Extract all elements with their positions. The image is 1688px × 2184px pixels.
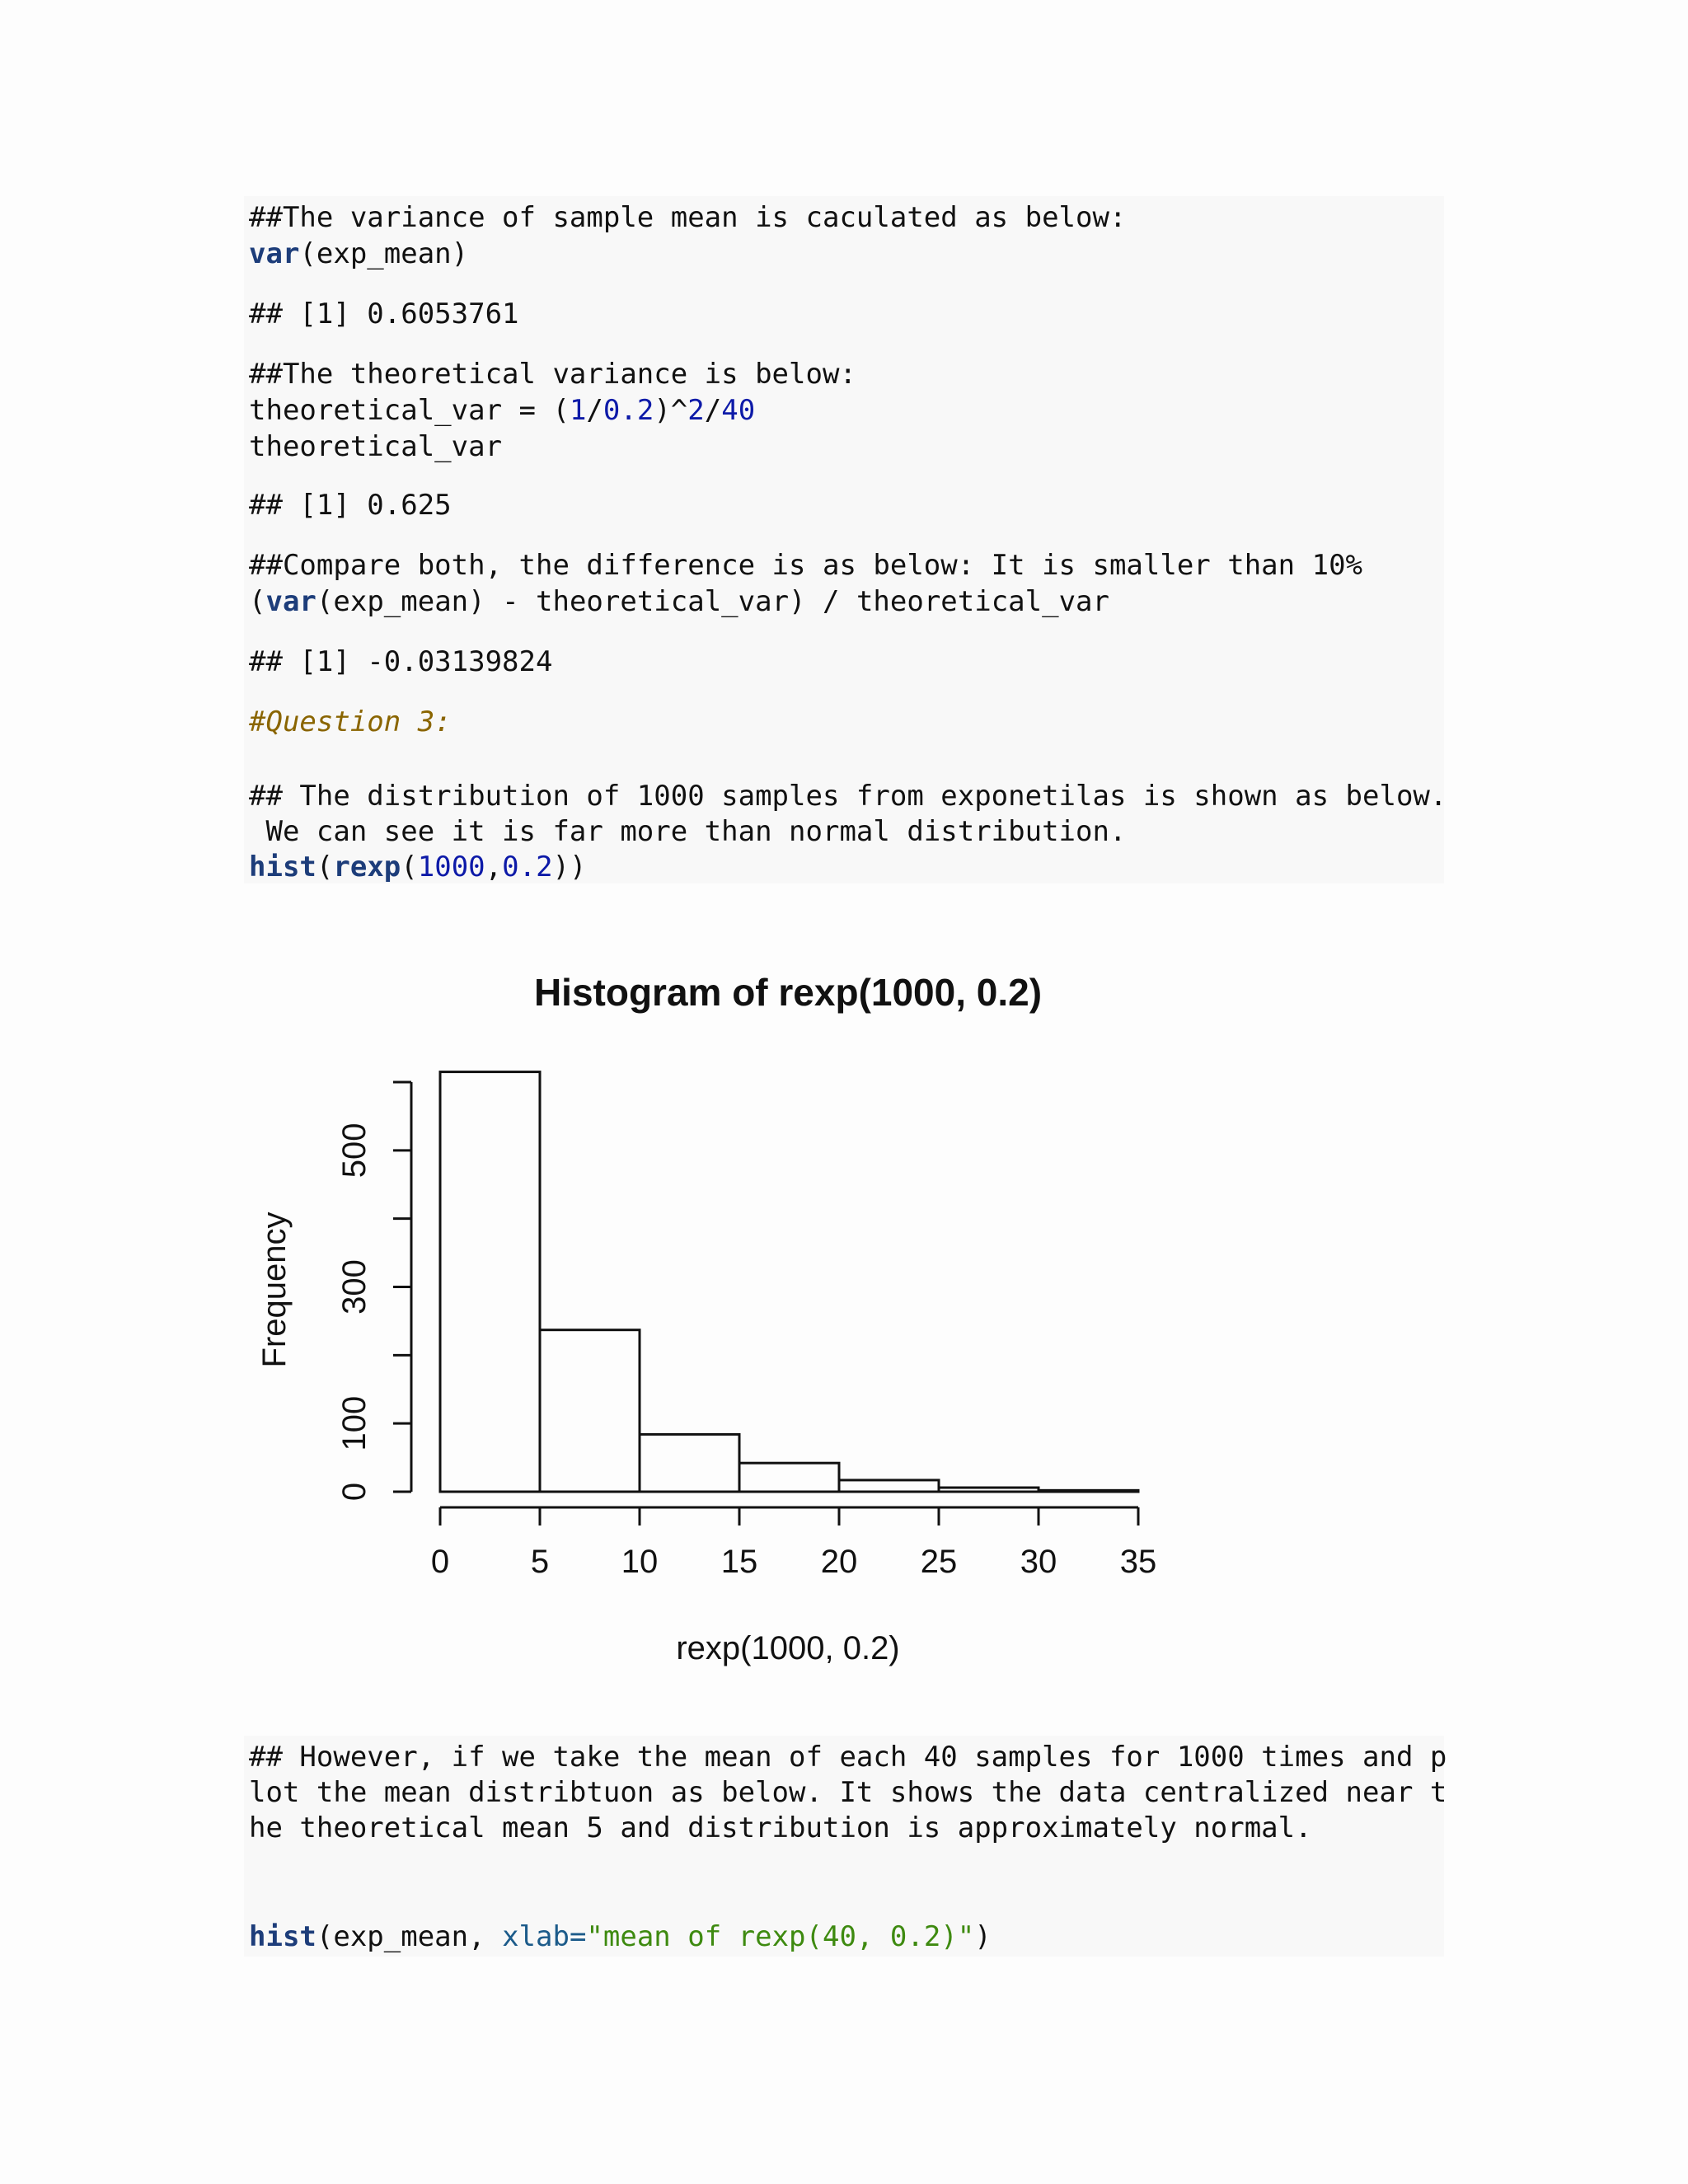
- code-text: )^: [654, 394, 688, 427]
- code-line-assign: [249, 392, 755, 429]
- number-literal: 40: [721, 394, 756, 427]
- number-literal: 0.2: [502, 851, 553, 883]
- number-literal: 0.2: [603, 394, 654, 427]
- function-name: hist: [249, 1920, 316, 1953]
- histogram-chart: [244, 923, 1175, 1681]
- x-tick-label: 20: [820, 1544, 858, 1580]
- code-block-top: [244, 196, 1447, 883]
- y-tick-label: 500: [336, 1122, 373, 1179]
- code-text: /: [586, 394, 603, 427]
- histogram-bar: [1039, 1490, 1138, 1492]
- number-literal: 1: [569, 394, 587, 427]
- x-tick-label: 15: [720, 1544, 758, 1580]
- heading-text: #Question 3:: [249, 705, 452, 738]
- comment-text: he theoretical mean 5 and distribution is approximately normal.: [249, 1811, 1312, 1844]
- code-text: ): [974, 1920, 992, 1953]
- code-comment-line: [249, 356, 856, 392]
- x-axis-label: rexp(1000, 0.2): [676, 1630, 900, 1666]
- argument-name: xlab=: [502, 1920, 587, 1953]
- x-tick-label: 10: [621, 1544, 659, 1580]
- comment-text: ##The theoretical variance is below:: [249, 358, 856, 391]
- comment-text: ##Compare both, the difference is as below: It is smaller than 10%: [249, 549, 1363, 582]
- code-line-hist: [249, 849, 587, 885]
- code-text: theoretical_var: [249, 430, 503, 463]
- function-args: (exp_mean): [299, 237, 469, 270]
- output-line: [249, 644, 552, 680]
- code-comment-line: [249, 1739, 1447, 1775]
- output-text: ## [1] -0.03139824: [249, 645, 553, 678]
- x-tick-label: 0: [430, 1544, 450, 1580]
- histogram-bar: [440, 1072, 540, 1492]
- code-comment-line: [249, 199, 1126, 236]
- histogram-bar: [939, 1488, 1039, 1492]
- code-text: (exp_mean,: [316, 1920, 503, 1953]
- code-line-compare: [249, 583, 1109, 620]
- y-axis-label: Frequency: [256, 1212, 293, 1368]
- code-text: /: [704, 394, 722, 427]
- code-line: [249, 429, 502, 465]
- function-name: var: [249, 237, 300, 270]
- code-comment-line: [249, 1810, 1312, 1846]
- comment-text: ## However, if we take the mean of each 40 samples for 1000 times and p: [249, 1741, 1447, 1774]
- code-line-hist: [249, 1919, 992, 1955]
- output-text: ## [1] 0.625: [249, 489, 452, 522]
- comment-text: We can see it is far more than normal distribution.: [249, 815, 1127, 848]
- code-line-var: [249, 236, 468, 272]
- number-literal: 1000: [417, 851, 485, 883]
- y-tick-label: 300: [336, 1259, 373, 1315]
- y-tick-label: 0: [336, 1482, 373, 1502]
- chart-title: Histogram of rexp(1000, 0.2): [533, 971, 1043, 1014]
- output-line: [249, 487, 452, 523]
- output-text: ## [1] 0.6053761: [249, 298, 519, 330]
- function-name: rexp: [333, 851, 401, 883]
- x-tick-label: 5: [530, 1544, 550, 1580]
- question-heading: [249, 704, 452, 740]
- x-tick-label: 25: [920, 1544, 958, 1580]
- comment-text: lot the mean distribtuon as below. It shows the data centralized near t: [249, 1776, 1447, 1809]
- histogram-bar: [839, 1480, 939, 1492]
- code-comment-line: [249, 778, 1447, 814]
- histogram-bar: [739, 1463, 839, 1492]
- y-tick-label: 100: [336, 1395, 373, 1451]
- code-text: ,: [485, 851, 503, 883]
- code-text: (: [316, 851, 334, 883]
- code-text: (: [401, 851, 418, 883]
- x-tick-label: 35: [1119, 1544, 1157, 1580]
- code-text: (: [249, 585, 266, 618]
- function-name: hist: [249, 851, 316, 883]
- function-name: var: [265, 585, 316, 618]
- code-text: theoretical_var = (: [249, 394, 570, 427]
- code-comment-line: [249, 1774, 1447, 1811]
- code-comment-line: [249, 547, 1362, 583]
- number-literal: 2: [687, 394, 705, 427]
- comment-text: ## The distribution of 1000 samples from exponetilas is shown as below.: [249, 780, 1447, 813]
- histogram-bar: [540, 1330, 640, 1492]
- comment-text: ##The variance of sample mean is caculated as below:: [249, 201, 1127, 234]
- histogram-bar: [640, 1434, 739, 1492]
- code-comment-line: [249, 813, 1126, 850]
- code-text: )): [552, 851, 587, 883]
- code-block-bottom: [244, 1736, 1447, 1957]
- string-literal: "mean of rexp(40, 0.2)": [586, 1920, 975, 1953]
- x-tick-label: 30: [1020, 1544, 1057, 1580]
- code-text: (exp_mean) - theoretical_var) / theoretical_var: [316, 585, 1109, 618]
- output-line: [249, 296, 519, 332]
